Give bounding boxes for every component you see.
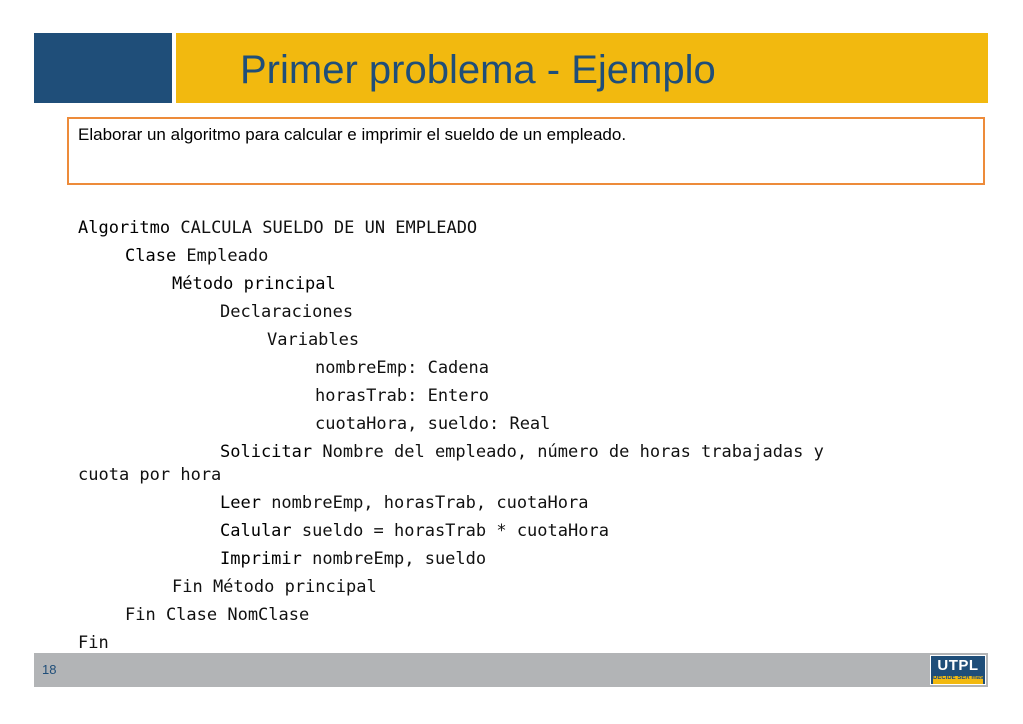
code-text: nombreEmp, sueldo — [301, 549, 487, 569]
code-line-var-horas: horasTrab: Entero — [315, 386, 489, 406]
code-line-fin-clase: Fin Clase NomClase — [125, 605, 310, 625]
code-line-algoritmo — [78, 216, 477, 240]
code-text: CALCULA SUELDO DE UN EMPLEADO — [170, 218, 478, 238]
code-line-var-nombre: nombreEmp: Cadena — [315, 358, 489, 378]
utpl-logo — [930, 655, 986, 685]
keyword-algoritmo: Algoritmo — [78, 218, 171, 238]
code-line-solicitar — [220, 440, 824, 464]
logo-wordmark: UTPL — [937, 657, 979, 674]
code-line-fin: Fin — [78, 633, 109, 653]
code-line-var-cuota: cuotaHora, sueldo: Real — [315, 414, 551, 434]
code-line-leer — [220, 491, 588, 515]
code-line-metodo — [172, 272, 336, 296]
code-line-fin-metodo: Fin Método principal — [172, 577, 377, 597]
code-text: Nombre del empleado, número de horas trabajadas y — [312, 442, 824, 462]
code-line-calular — [220, 519, 609, 543]
logo-tagline-strip — [933, 676, 983, 684]
code-text: sueldo = horasTrab * cuotaHora — [291, 521, 609, 541]
problem-statement-box — [67, 117, 985, 185]
keyword-metodo-principal: Método principal — [172, 274, 336, 294]
footer-bar — [34, 653, 988, 687]
code-line-imprimir — [220, 547, 486, 571]
slide-title: Primer problema - Ejemplo — [240, 48, 716, 92]
page-number: 18 — [42, 662, 57, 677]
code-line-solicitar-cont: cuota por hora — [78, 465, 222, 485]
keyword-imprimir: Imprimir — [220, 549, 302, 569]
keyword-leer: Leer — [220, 493, 261, 513]
logo-tagline: DECIDE SER más — [933, 675, 984, 681]
code-line-declaraciones: Declaraciones — [220, 302, 354, 322]
keyword-calular: Calular — [220, 521, 292, 541]
header-blue-block — [34, 33, 172, 103]
keyword-clase: Clase — [125, 246, 177, 266]
code-text: nombreEmp, horasTrab, cuotaHora — [260, 493, 589, 513]
code-text: Empleado — [176, 246, 269, 266]
keyword-solicitar: Solicitar — [220, 442, 313, 462]
code-line-variables: Variables — [267, 330, 360, 350]
code-line-clase — [125, 244, 268, 268]
problem-statement: Elaborar un algoritmo para calcular e imprimir el sueldo de un empleado. — [78, 125, 627, 144]
